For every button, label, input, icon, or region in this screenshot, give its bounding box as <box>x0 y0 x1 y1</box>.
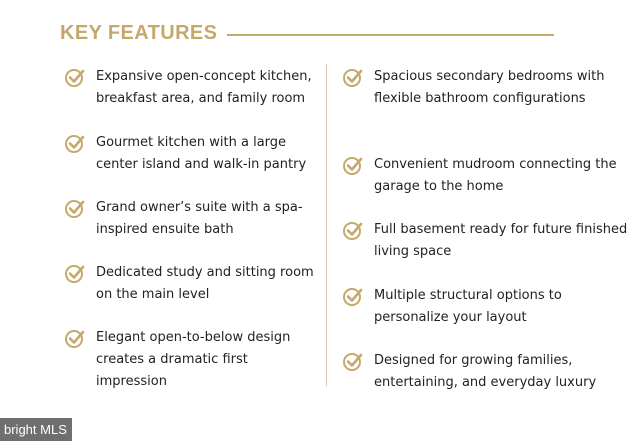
check-circle-icon <box>342 219 364 241</box>
check-circle-icon <box>64 327 86 349</box>
check-circle-icon <box>64 197 86 219</box>
check-circle-icon <box>64 262 86 284</box>
feature-item <box>342 350 630 394</box>
feature-item <box>342 219 630 263</box>
feature-text: Elegant open-to-below design creates a dramatic first impression <box>96 330 291 389</box>
section-header <box>60 21 554 45</box>
feature-item <box>64 132 322 176</box>
feature-text: Dedicated study and sitting room on the main level <box>96 265 314 302</box>
check-circle-icon <box>64 66 86 88</box>
check-circle-icon <box>64 132 86 154</box>
feature-item <box>64 197 322 241</box>
feature-item <box>342 154 630 198</box>
feature-text: Convenient mudroom connecting the garage to the home <box>374 157 617 194</box>
check-circle-icon <box>342 285 364 307</box>
watermark-logo: bright MLS <box>0 418 72 441</box>
feature-text: Designed for growing families, entertaining, and everyday luxury <box>374 353 597 390</box>
feature-text: Multiple structural options to personalize your layout <box>374 288 562 325</box>
feature-text: Expansive open-concept kitchen, breakfast area, and family room <box>96 69 312 106</box>
page-title: KEY FEATURES <box>60 21 218 44</box>
feature-text: Gourmet kitchen with a large center island and walk-in pantry <box>96 135 307 172</box>
column-divider <box>326 64 327 386</box>
feature-item <box>64 66 322 110</box>
feature-item <box>342 66 630 110</box>
title-rule <box>227 34 554 36</box>
feature-item <box>64 262 322 306</box>
check-circle-icon <box>342 350 364 372</box>
check-circle-icon <box>342 66 364 88</box>
feature-text: Full basement ready for future finished living space <box>374 222 628 259</box>
feature-text: Spacious secondary bedrooms with flexible bathroom configurations <box>374 69 605 106</box>
feature-item <box>342 285 630 329</box>
check-circle-icon <box>342 154 364 176</box>
feature-text: Grand owner’s suite with a spa-inspired ensuite bath <box>96 200 303 237</box>
feature-item <box>64 327 322 393</box>
